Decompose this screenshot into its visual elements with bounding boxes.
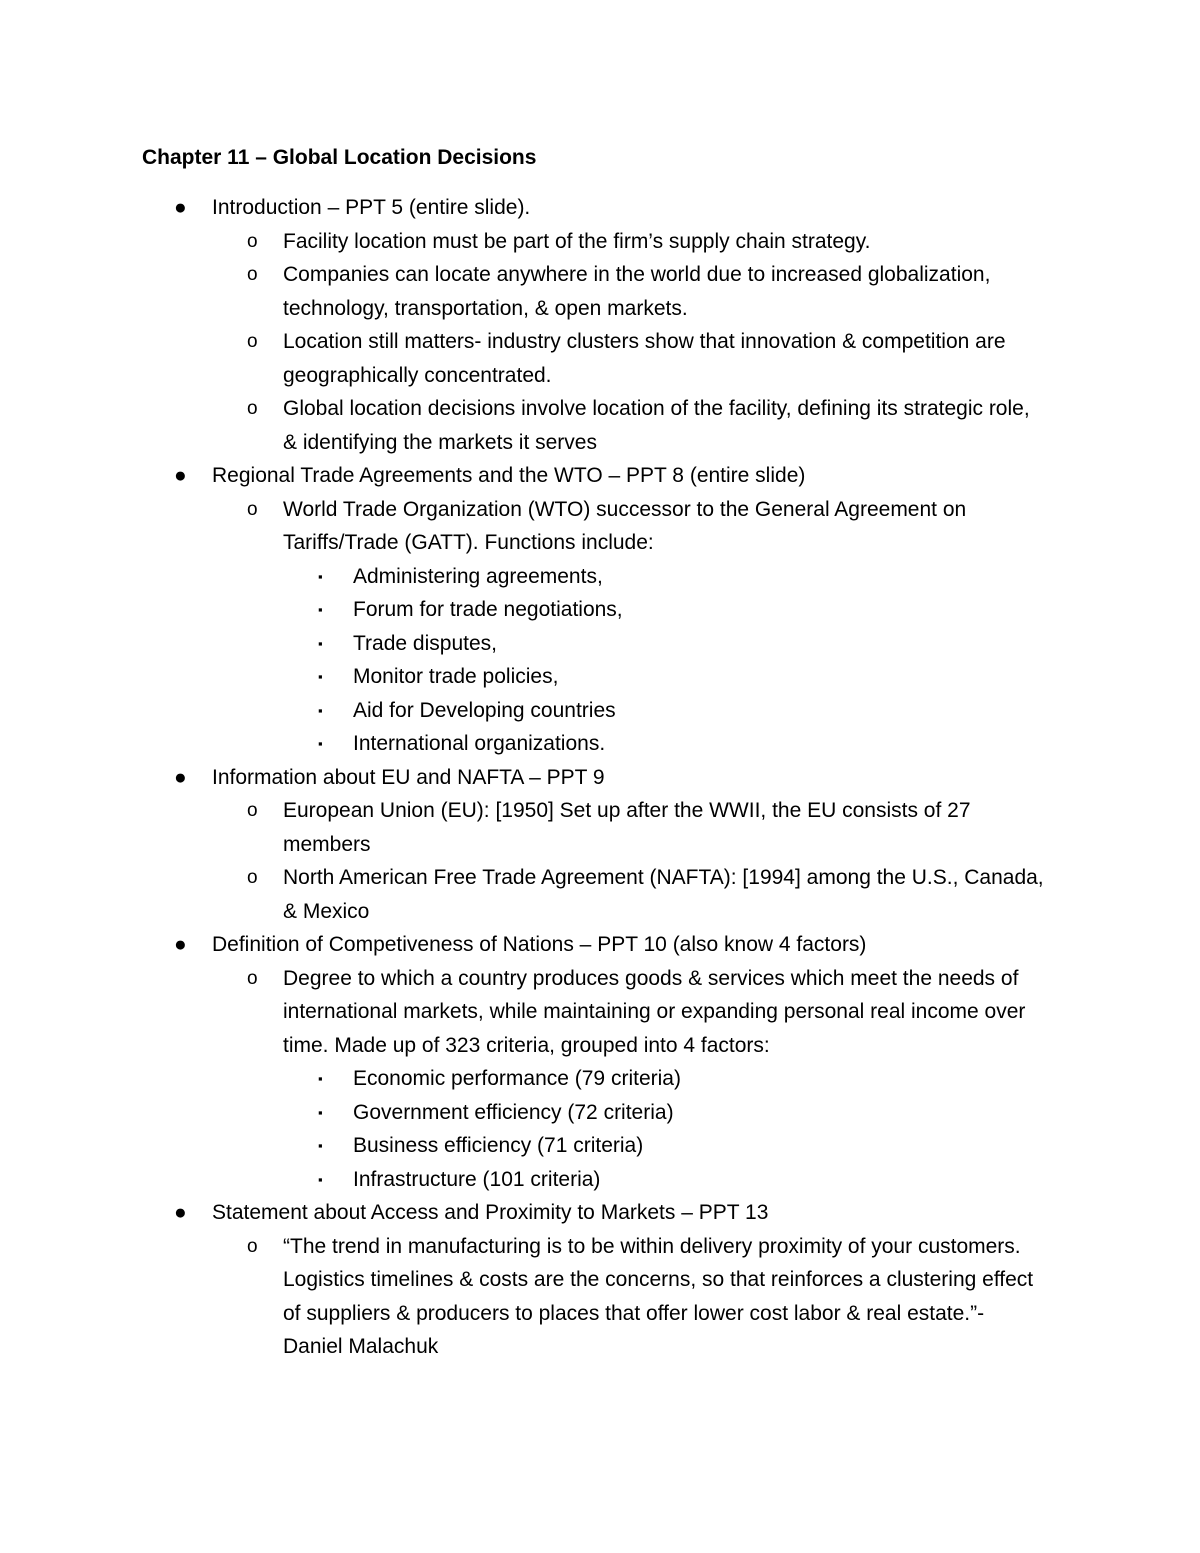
- square-bullet-icon: ▪: [318, 635, 323, 651]
- list-item-text: Definition of Competiveness of Nations – PPT 10 (also know 4 factors): [212, 933, 867, 956]
- circle-bullet-icon: o: [247, 867, 258, 888]
- list-item-continuation: [0, 828, 1200, 862]
- list-item-text: Degree to which a country produces goods & services which meet the needs of: [283, 966, 1019, 990]
- list-item-text: & identifying the markets it serves: [283, 430, 597, 454]
- list-item-continuation: [0, 426, 1200, 460]
- list-item-text: Statement about Access and Proximity to Markets – PPT 13: [212, 1201, 769, 1224]
- bullet-icon: ●: [174, 933, 187, 956]
- list-item-continuation: [0, 995, 1200, 1029]
- square-bullet-icon: ▪: [318, 1071, 323, 1086]
- circle-bullet-icon: o: [247, 398, 258, 419]
- list-item-level-3: [0, 1062, 1200, 1096]
- list-item-text: World Trade Organization (WTO) successor to the General Agreement on: [283, 497, 967, 521]
- list-item-level-2: [0, 1230, 1200, 1264]
- list-item-text: Companies can locate anywhere in the world due to increased globalization,: [283, 263, 991, 286]
- bullet-icon: ●: [174, 1201, 187, 1224]
- square-bullet-icon: ▪: [318, 669, 323, 684]
- list-item-level-2: [0, 861, 1200, 895]
- list-item-level-3: [0, 1129, 1200, 1163]
- list-item-level-3: [0, 1096, 1200, 1130]
- list-item-level-3: [0, 560, 1200, 594]
- list-item-level-2: [0, 325, 1200, 359]
- list-item-text: Logistics timelines & costs are the concerns, so that reinforces a clustering effect: [283, 1268, 1034, 1291]
- list-item-level-1: [0, 191, 1200, 225]
- list-item-continuation: [0, 1029, 1200, 1063]
- circle-bullet-icon: o: [247, 800, 258, 821]
- list-item-level-1: [0, 761, 1200, 795]
- list-item-text: Facility location must be part of the firm’s supply chain strategy.: [283, 229, 871, 253]
- square-bullet-icon: ▪: [318, 1138, 323, 1153]
- list-item-text: technology, transportation, & open markets.: [283, 296, 688, 320]
- list-item-level-3: [0, 627, 1200, 661]
- outline-list: [0, 191, 1200, 1364]
- list-item-text: North American Free Trade Agreement (NAFTA): [1994] among the U.S., Canada,: [283, 866, 1044, 889]
- list-item-text: & Mexico: [283, 899, 370, 923]
- list-item-level-1: [0, 1196, 1200, 1230]
- list-item-level-3: [0, 660, 1200, 694]
- list-item-level-3: [0, 727, 1200, 761]
- square-bullet-icon: ▪: [318, 702, 323, 718]
- bullet-icon: ●: [174, 765, 187, 789]
- list-item-text: “The trend in manufacturing is to be within delivery proximity of your customers.: [283, 1234, 1021, 1258]
- list-item-text: Monitor trade policies,: [353, 665, 559, 688]
- list-item-text: Forum for trade negotiations,: [353, 598, 623, 621]
- bullet-icon: ●: [174, 464, 187, 487]
- list-item-text: International organizations.: [353, 732, 606, 755]
- list-item-level-2: [0, 794, 1200, 828]
- list-item-continuation: [0, 359, 1200, 393]
- list-item-text: Introduction – PPT 5 (entire slide).: [212, 196, 531, 219]
- list-item-text: Trade disputes,: [353, 631, 497, 655]
- list-item-text: Aid for Developing countries: [353, 698, 616, 722]
- list-item-text: Information about EU and NAFTA – PPT 9: [212, 765, 605, 789]
- list-item-text: European Union (EU): [1950] Set up after the WWII, the EU consists of 27: [283, 799, 971, 822]
- square-bullet-icon: ▪: [318, 568, 323, 584]
- square-bullet-icon: ▪: [318, 1104, 323, 1120]
- list-item-text: time. Made up of 323 criteria, grouped into 4 factors:: [283, 1033, 770, 1057]
- circle-bullet-icon: o: [247, 967, 258, 989]
- list-item-continuation: [0, 292, 1200, 326]
- circle-bullet-icon: o: [247, 264, 258, 285]
- list-item-continuation: [0, 1297, 1200, 1331]
- list-item-text: Tariffs/Trade (GATT). Functions include:: [283, 531, 654, 554]
- list-item-text: Location still matters- industry clusters show that innovation & competition are: [283, 330, 1006, 353]
- list-item-text: Daniel Malachuk: [283, 1335, 439, 1358]
- bullet-icon: ●: [174, 196, 187, 219]
- list-item-text: members: [283, 832, 371, 856]
- circle-bullet-icon: o: [247, 331, 258, 352]
- list-item-text: Economic performance (79 criteria): [353, 1067, 681, 1090]
- circle-bullet-icon: o: [247, 230, 258, 252]
- list-item-level-2: [0, 392, 1200, 426]
- list-item-continuation: [0, 895, 1200, 929]
- square-bullet-icon: ▪: [318, 602, 323, 617]
- list-item-level-1: [0, 459, 1200, 493]
- list-item-level-3: [0, 1163, 1200, 1197]
- list-item-continuation: [0, 1330, 1200, 1364]
- list-item-level-2: [0, 225, 1200, 259]
- list-item-continuation: [0, 1263, 1200, 1297]
- list-item-text: Business efficiency (71 criteria): [353, 1134, 644, 1157]
- list-item-level-3: [0, 593, 1200, 627]
- list-item-text: of suppliers & producers to places that offer lower cost labor & real estate.”-: [283, 1301, 985, 1325]
- list-item-text: geographically concentrated.: [283, 363, 552, 387]
- list-item-text: Global location decisions involve location of the facility, defining its strategic role,: [283, 397, 1030, 420]
- list-item-text: Government efficiency (72 criteria): [353, 1100, 674, 1124]
- list-item-text: international markets, while maintaining or expanding personal real income over: [283, 1000, 1026, 1023]
- list-item-text: Infrastructure (101 criteria): [353, 1167, 601, 1191]
- page-title: Chapter 11 – Global Location Decisions: [142, 146, 537, 169]
- square-bullet-icon: ▪: [318, 1171, 323, 1187]
- list-item-level-2: [0, 962, 1200, 996]
- list-item-level-2: [0, 493, 1200, 527]
- circle-bullet-icon: o: [247, 498, 258, 520]
- list-item-text: Administering agreements,: [353, 564, 603, 588]
- circle-bullet-icon: o: [247, 1235, 258, 1257]
- square-bullet-icon: ▪: [318, 736, 323, 751]
- list-item-continuation: [0, 526, 1200, 560]
- list-item-level-3: [0, 694, 1200, 728]
- list-item-level-1: [0, 928, 1200, 962]
- list-item-text: Regional Trade Agreements and the WTO – PPT 8 (entire slide): [212, 464, 806, 487]
- list-item-level-2: [0, 258, 1200, 292]
